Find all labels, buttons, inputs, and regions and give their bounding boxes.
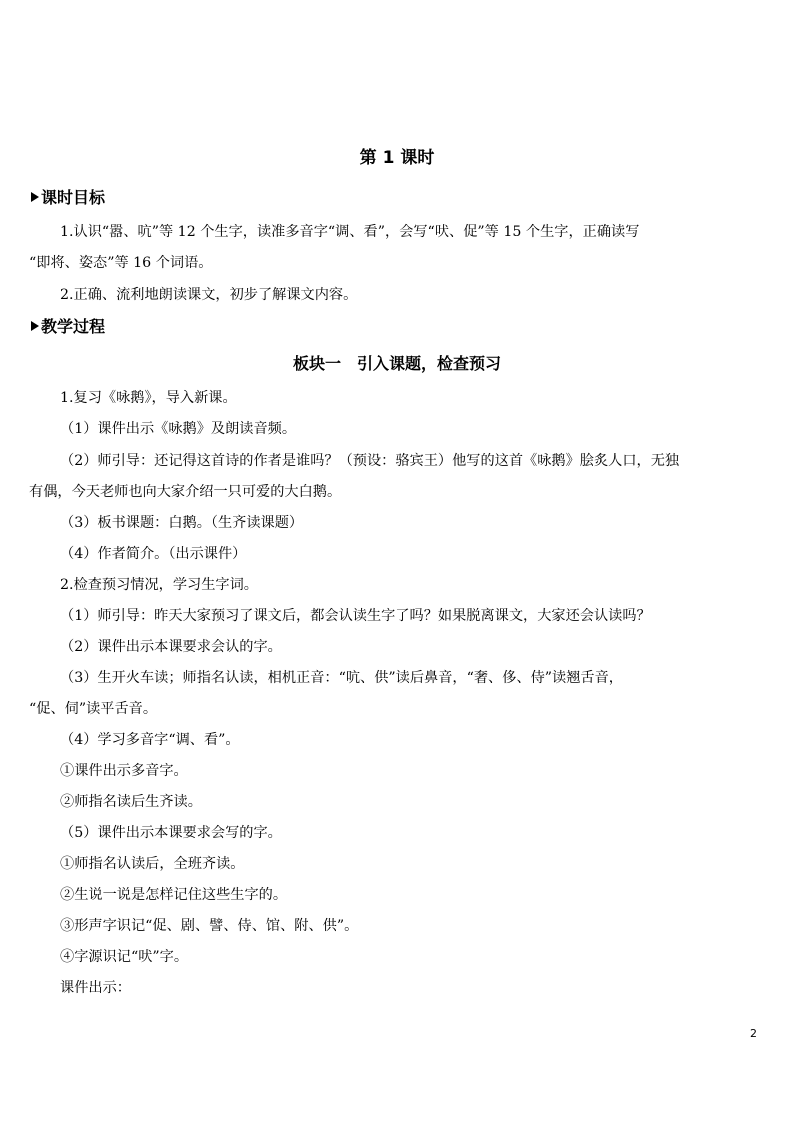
section-goals-heading [31,185,105,211]
triangle-bullet-icon [31,192,39,202]
goal-line-1: 1.认识“嚣、吭”等 12 个生字，读准多音字“调、看”，会写“吠、促”等 15 个生字，正确读写 [60,224,640,240]
body-line: “促、伺”读平舌音。 [29,701,158,717]
body-line: ②师指名读后生齐读。 [60,794,202,810]
body-line: ③形声字识记“促、剧、譬、侍、馆、附、供”。 [60,918,359,934]
body-line: （2）师引导：还记得这首诗的作者是谁吗？（预设：骆宾王）他写的这首《咏鹅》脍炙人口，无独 [60,453,680,469]
body-line: ①课件出示多音字。 [60,763,188,779]
section-process-label: 教学过程 [41,317,106,336]
body-line: （3）板书课题：白鹅。（生齐读课题） [60,515,304,531]
body-line: 课件出示： [60,980,131,996]
body-line: ①师指名认读后，全班齐读。 [60,856,245,872]
body-line: 2.检查预习情况，学习生字词。 [60,577,258,593]
body-line: （4）学习多音字“调、看”。 [60,732,240,748]
body-line: （5）课件出示本课要求会写的字。 [60,825,282,841]
page-number: 2 [750,1027,757,1040]
goal-line-2: 2.正确、流利地朗读课文，初步了解课文内容。 [60,287,358,303]
body-line: （1）课件出示《咏鹅》及朗读音频。 [60,421,297,437]
body-line: ④字源识记“吠”字。 [60,949,189,965]
body-line: （3）生开火车读；师指名认读，相机正音：“吭、供”读后鼻音，“奢、侈、侍”读翘舌音， [60,670,623,686]
block-one-title: 板块一 引入课题，检查预习 [292,354,501,373]
lesson-title: 第 1 课时 [359,148,435,168]
body-line: 1.复习《咏鹅》，导入新课。 [60,390,237,406]
section-process-heading [31,314,105,340]
body-line: （2）课件出示本课要求会认的字。 [60,639,282,655]
body-line: （1）师引导：昨天大家预习了课文后，都会认读生字了吗？如果脱离课文，大家还会认读吗？ [60,608,651,624]
triangle-bullet-icon [31,321,39,331]
goal-line-1-continued: “即将、姿态”等 16 个词语。 [29,255,213,271]
body-line: 有偶，今天老师也向大家介绍一只可爱的大白鹅。 [29,484,342,500]
body-line: ②生说一说是怎样记住这些生字的。 [60,887,288,903]
section-goals-label: 课时目标 [41,188,106,207]
body-line: （4）作者简介。（出示课件） [60,546,247,562]
